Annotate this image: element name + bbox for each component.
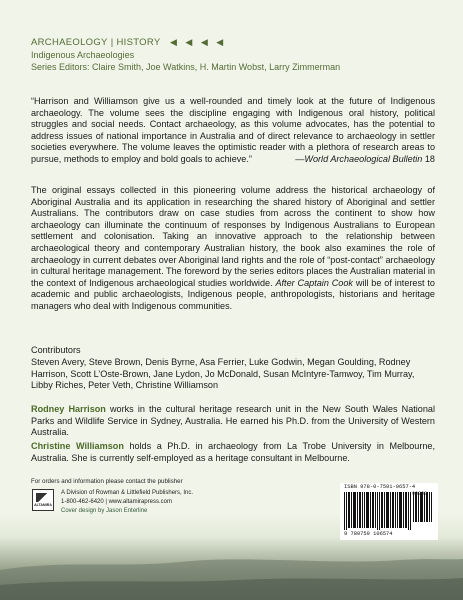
author-name: Rodney Harrison [31,404,106,414]
author-bio-text: holds a Ph.D. in archaeology from La Trobe University in Melbourne, Australia. She is currently self-employed as a heritage consultant in Melbourne. [31,441,435,463]
publisher-contact: 1-800-462-6420 | www.altamirapress.com [61,499,172,505]
author-bio-williamson [31,441,435,464]
barcode-number: 9 780759 106574 [344,531,393,537]
author-bio-text: works in the cultural heritage research unit in the New South Wales National Parks and Wildlife Service in Sydney, Australia. He earned his Ph.D. from the University of Western Australia. [31,404,435,438]
orders-info: For orders and information please contact the publisher [31,478,183,485]
author-name: Christine Williamson [31,441,124,451]
hill-silhouette-icon [0,530,463,600]
barcode-icon [344,492,434,530]
author-bio-harrison [31,404,435,439]
logo-mark [36,493,50,502]
description-part1: The original essays collected in this pioneering volume address the historical archaeology of Aboriginal Australia and its application in researching the shared history of Aboriginal and settler Australians. The contributors draw on case studies from across the continent to show how archaeology can illuminate the continuum of responses by Indigenous Australians to European settlement and colonisation. Taking an innovative approach to the relationship between archaeological theory and contemporary Australian history, the book also examines the role of archaeology in current debates over Aboriginal land rights and the role of “post-contact” archaeology in cultural heritage management. The foreword by the series editors places the Australian material in the context of Indigenous archaeological studies worldwide. [31,185,435,288]
isbn-label: ISBN 978-0-7591-0657-4 [344,484,416,490]
contributors-heading: Contributors [31,345,81,355]
description-part2: will be of interest to academic and public archaeologists, Indigenous people, anthropologists, historians and heritage managers who deal with Indigenous communities. [31,277,435,311]
book-description [31,185,435,313]
review-attribution [295,154,435,164]
series-subtitle: Indigenous Archaeologies [31,50,135,60]
publisher-division: A Division of Rowman & Littlefield Publishers, Inc. [61,490,194,496]
series-separator: | [110,37,114,48]
book-title: After Captain Cook [275,277,353,288]
price-code: 90000 [412,491,428,497]
logo-text: ALTAMIRA [34,503,52,507]
contributors-list: Steven Avery, Steve Brown, Denis Byrne, Asa Ferrier, Luke Godwin, Megan Goulding, Rodney Harrison, Scott L’Oste-Brown, Jane Lydon, Jo McDonald, Susan McIntyre-Tamwoy, Tim Murray, Libby Riches, Peter Veth, Christine Williamson [31,357,415,391]
series-history: HISTORY [116,37,161,48]
review-source: World Archaeological Bulletin [304,154,423,164]
attribution-dash: — [295,154,305,164]
barcode-panel [340,483,438,540]
series-editors: Series Editors: Claire Smith, Joe Watkins, H. Martin Wobst, Larry Zimmerman [31,62,341,72]
publisher-logo-icon [32,489,54,511]
series-arrows-icon: ◀ ◀ ◀ ◀ [170,37,227,47]
series-archaeology: ARCHAEOLOGY [31,37,108,48]
series-title [31,37,160,48]
cover-design-credit: Cover design by Jason Enterline [61,508,148,514]
review-issue: 18 [422,154,435,164]
review-quote: “Harrison and Williamson give us a well-rounded and timely look at the future of Indigenous archaeology. The volume sees the discipline engaging with Indigenous oral history, political struggles and social needs. Contact archaeology, as this volume advocates, has the potential to address issues of national importance in Australia and of direct relevance to archaeology in settler societies everywhere. The volume leaves the optimistic reader with a plethora of research areas to pursue, methods to employ and bold goals to achieve.” [31,96,435,164]
publisher-info [61,489,193,516]
